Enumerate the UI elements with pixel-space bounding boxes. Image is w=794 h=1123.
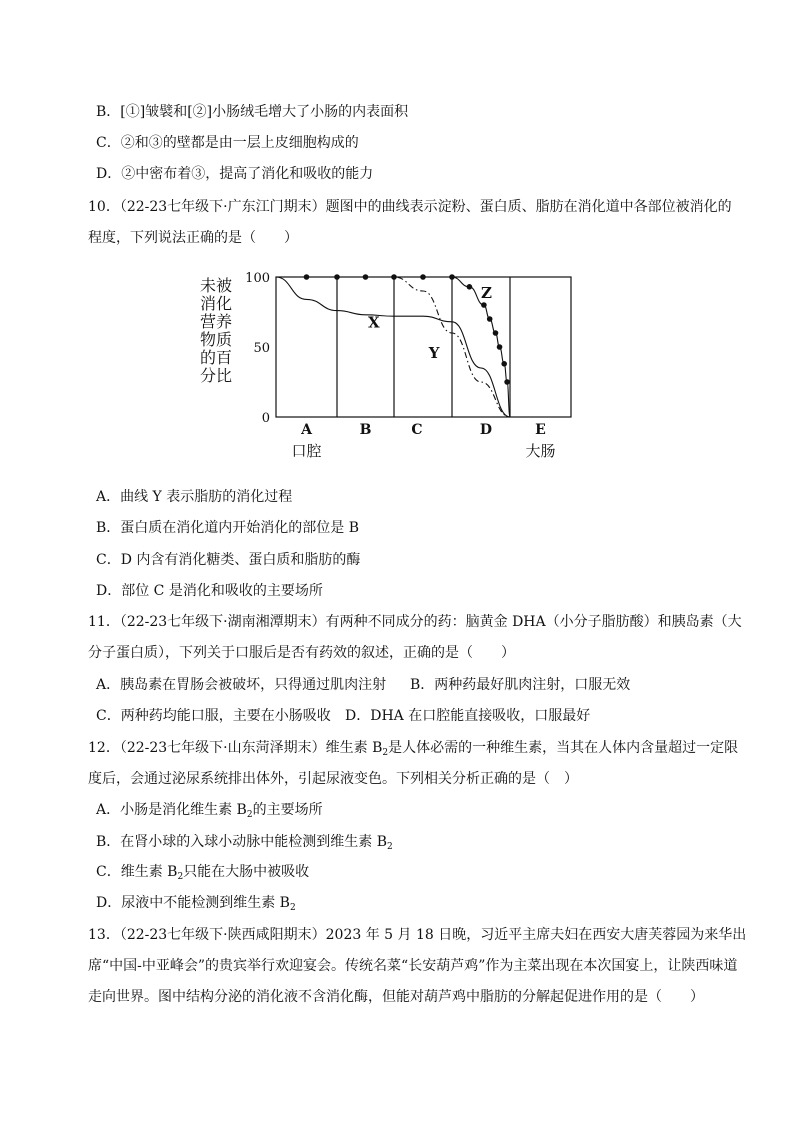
- question-12-option-b: [96, 832, 393, 857]
- q12-opt-a-text2: 的主要场所: [252, 802, 323, 818]
- curve-z-marker: [501, 361, 507, 367]
- subscript: 2: [177, 872, 184, 882]
- curve-z-marker: [363, 274, 369, 280]
- curve-z-marker: [449, 274, 455, 280]
- subscript: 2: [289, 903, 296, 913]
- question-12-stem-cont: 度后，会通过泌尿系统排出体外，引起尿液变色。下列相关分析正确的是（ ）: [88, 771, 578, 787]
- curve-z-marker: [493, 330, 499, 336]
- question-12-option-a: [96, 800, 323, 825]
- plot-frame: [276, 277, 571, 417]
- question-11-option-d: D．DHA 在口腔能直接吸收，口服最好: [345, 708, 591, 724]
- question-10-option-b: B．蛋白质在消化道内开始消化的部位是 B: [96, 520, 360, 536]
- curve-label-Z: Z: [481, 284, 492, 302]
- curve-z-marker: [391, 274, 397, 280]
- q12-opt-c-text: C．维生素 B: [96, 864, 178, 880]
- question-12-option-c: [96, 862, 309, 887]
- question-13-stem-cont2: 走向世界。图中结构分泌的消化液不含消化酶，但能对葫芦鸡中脂肪的分解起促进作用的是（ ）: [88, 989, 704, 1005]
- y-axis-label-line: 分比: [200, 366, 233, 385]
- subscript: 2: [387, 842, 393, 852]
- question-13-stem-cont: 席“中国-中亚峰会”的贵宾举行欢迎宴会。传统名菜“长安葫芦鸡”作为主菜出现在本次国宴上，让陕西味道: [88, 958, 738, 974]
- question-12-option-d: [96, 893, 296, 918]
- subscript: 2: [246, 810, 253, 820]
- y-axis-label-line: 未被: [200, 276, 233, 295]
- q12-opt-d-text: D．尿液中不能检测到维生素 B: [96, 895, 290, 911]
- option-c: C．②和③的壁都是由一层上皮细胞构成的: [96, 135, 359, 151]
- question-11-stem-cont: 分子蛋白质），下列关于口服后是否有药效的叙述，正确的是（ ）: [88, 645, 515, 661]
- curve-z-marker: [420, 274, 426, 280]
- curve-z-marker: [504, 379, 510, 385]
- q12-opt-a-text: A．小肠是消化维生素 B: [96, 802, 247, 818]
- curve-X: [276, 277, 510, 417]
- curve-label-Y: Y: [428, 344, 440, 363]
- curve-z-marker: [481, 302, 487, 308]
- subscript: 2: [382, 748, 389, 758]
- y-axis-label-line: 营养: [200, 312, 233, 331]
- curve-z-marker: [467, 284, 473, 290]
- y-axis-label-line: 物质: [200, 330, 233, 349]
- digestion-curve-chart: [196, 262, 586, 462]
- question-10-option-a: A．曲线 Y 表示脂肪的消化过程: [96, 489, 293, 505]
- curve-z-marker: [334, 274, 340, 280]
- y-axis-label-line: 消化: [200, 294, 233, 313]
- question-10-option-d: D．部位 C 是消化和吸收的主要场所: [96, 583, 323, 599]
- y-tick-label: 50: [253, 341, 270, 356]
- q12-text-b: 是人体必需的一种维生素，当其在人体内含量超过一定限: [388, 740, 739, 756]
- question-11-stem: 11．（22-23七年级下·湖南湘潭期末）有两种不同成分的药：脑黄金 DHA（小分子脂肪酸）和胰岛素（大: [88, 614, 742, 630]
- question-11-option-b: B．两种药最好肌肉注射，口服无效: [410, 677, 631, 693]
- question-10-stem-cont: 程度，下列说法正确的是（ ）: [88, 230, 298, 246]
- section-label-B: B: [359, 422, 372, 438]
- curve-Z: [276, 277, 510, 417]
- organ-label-E: 大肠: [525, 442, 556, 460]
- curve-label-X: X: [368, 313, 380, 332]
- section-label-A: A: [301, 422, 312, 438]
- question-10-stem: 10．（22-23七年级下·广东江门期末）题图中的曲线表示淀粉、蛋白质、脂肪在消化道中各部位被消化的: [88, 199, 732, 215]
- question-10-option-c: C．D 内含有消化糖类、蛋白质和脂肪的酶: [96, 552, 361, 568]
- option-d: D．②中密布着③，提高了消化和吸收的能力: [96, 166, 374, 182]
- q12-opt-c-text2: 只能在大肠中被吸收: [183, 864, 310, 880]
- curve-Y: [276, 277, 510, 417]
- q12-opt-b-text: B．在肾小球的入球小动脉中能检测到维生素 B: [96, 834, 388, 850]
- q12-text-a: 12．（22-23七年级下·山东菏泽期末）维生素 B: [88, 740, 383, 756]
- y-axis-label-line: 的百: [200, 348, 233, 367]
- question-11-option-c: C．两种药均能口服，主要在小肠吸收: [96, 708, 331, 724]
- organ-label-A: 口腔: [291, 442, 322, 460]
- curve-z-marker: [497, 344, 503, 350]
- curve-z-marker: [487, 316, 493, 322]
- question-13-stem: 13．（22-23七年级下·陕西咸阳期末）2023 年 5 月 18 日晚，习近平主席夫妇在西安大唐芙蓉园为来华出: [88, 927, 747, 943]
- option-b: B．[①]皱襞和[②]小肠绒毛增大了小肠的内表面积: [96, 104, 409, 120]
- section-label-E: E: [535, 422, 546, 438]
- y-tick-label: 0: [261, 411, 270, 426]
- section-label-D: D: [479, 422, 493, 438]
- section-label-C: C: [411, 422, 423, 438]
- curve-z-marker: [304, 274, 310, 280]
- y-tick-label: 100: [245, 271, 270, 286]
- question-12-stem: [88, 738, 738, 763]
- question-11-option-a: A．胰岛素在胃肠会被破坏，只得通过肌肉注射: [96, 677, 387, 693]
